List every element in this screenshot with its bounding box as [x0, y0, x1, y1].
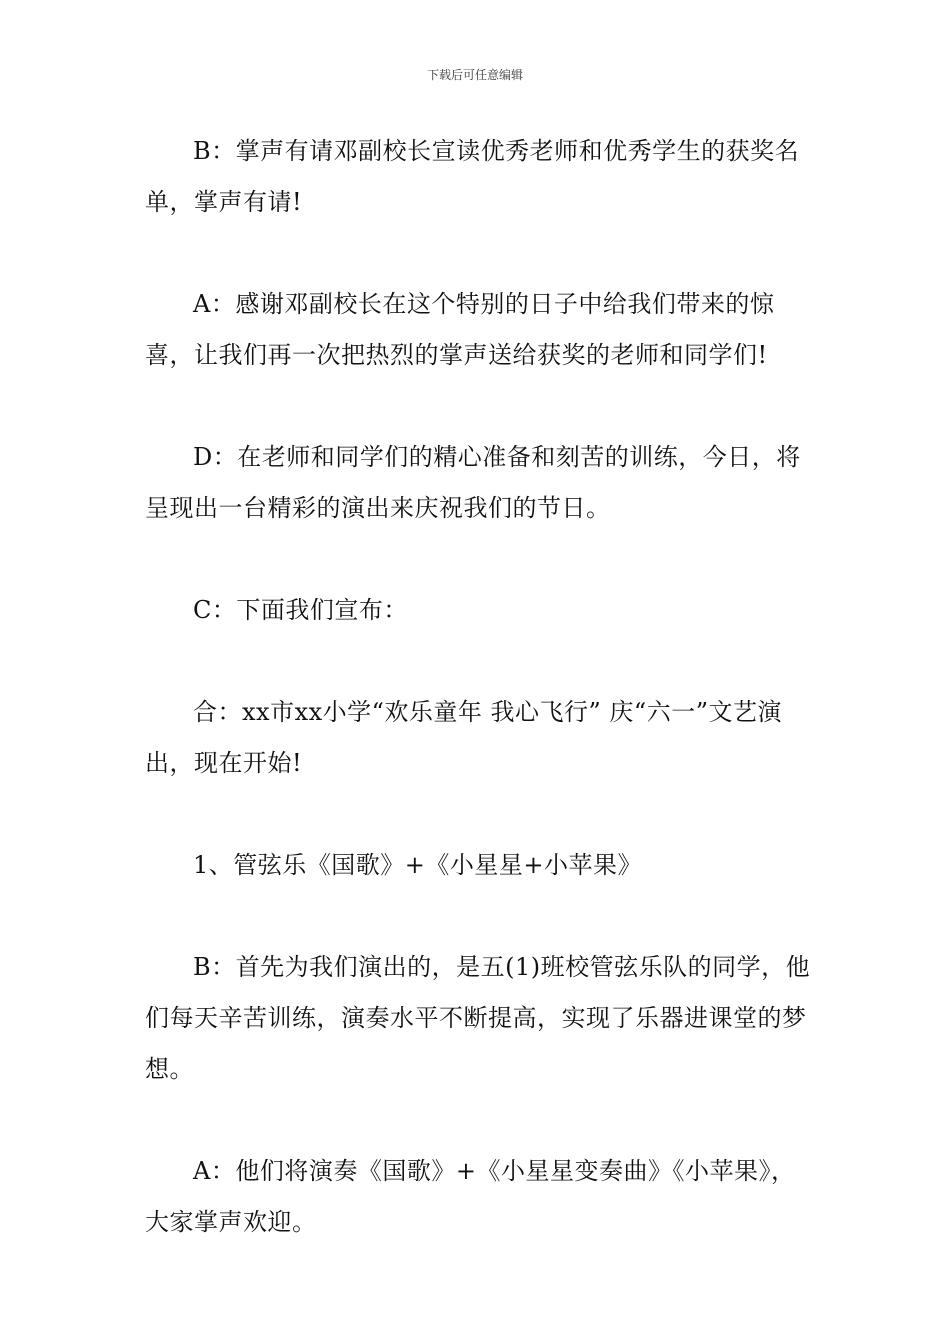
paragraph-d-performance: D：在老师和同学们的精心准备和刻苦的训练，今日，将呈现出一台精彩的演出来庆祝我们的节日。	[145, 443, 801, 522]
paragraph-a-welcome: A：他们将演奏《国歌》+《小星星变奏曲》《小苹果》，大家掌声欢迎。	[145, 1157, 796, 1236]
paragraph-c-announce: C：下面我们宣布：	[193, 596, 408, 624]
paragraph-together-start: 合：xx市xx小学“欢乐童年 我心飞行” 庆“六一”文艺演出，现在开始!	[145, 698, 782, 777]
document-body	[145, 126, 815, 1299]
page-header-note: 下载后可任意编辑	[426, 68, 523, 82]
paragraph-a-thanks: A：感谢邓副校长在这个特别的日子中给我们带来的惊喜，让我们再一次把热烈的掌声送给获奖的老师和同学们!	[145, 290, 775, 369]
paragraph-b-orchestra: B：首先为我们演出的，是五(1)班校管弦乐队的同学，他们每天辛苦训练，演奏水平不断提高，实现了乐器进课堂的梦想。	[145, 953, 811, 1083]
program-item-1: 1、管弦乐《国歌》+《小星星+小苹果》	[193, 851, 642, 879]
paragraph-b-award-list: B：掌声有请邓副校长宣读优秀老师和优秀学生的获奖名单，掌声有请!	[145, 137, 800, 216]
